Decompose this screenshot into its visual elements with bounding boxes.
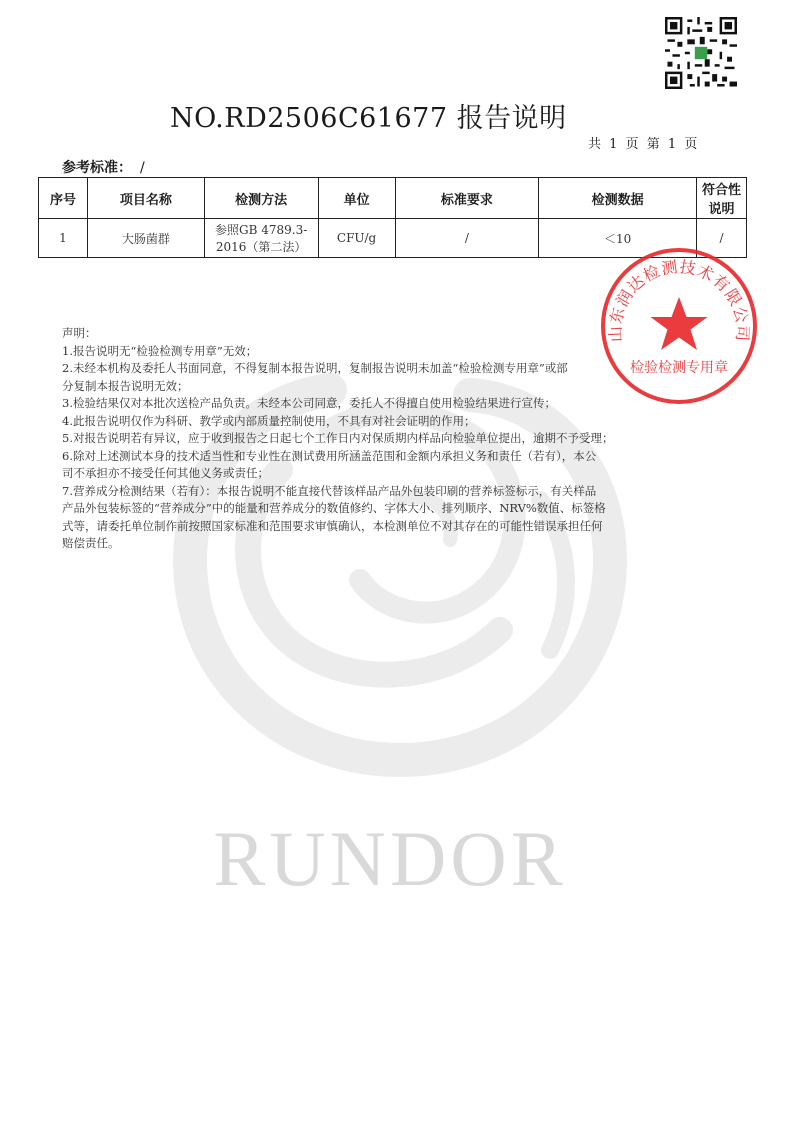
seal-company-text: 山东润达检测技术有限公司 xyxy=(605,257,753,343)
header-unit: 单位 xyxy=(318,178,395,219)
cell-data: ＜10 xyxy=(539,219,697,258)
notes-line: 赔偿责任。 xyxy=(62,536,120,550)
report-title: NO.RD2506C61677 报告说明 xyxy=(170,103,567,134)
cell-conformity: / xyxy=(697,219,747,258)
cell-method: 参照GB 4789.3- 2016（第二法） xyxy=(204,219,318,258)
page-info-ye2: 页 xyxy=(684,137,698,152)
notes-line: 4.此报告说明仅作为科研、教学或内部质量控制使用，不具有对社会证明的作用； xyxy=(62,413,476,428)
page-info-ye: 页 xyxy=(625,137,639,152)
cell-no: 1 xyxy=(39,219,88,258)
notes-line: 式等，请委托单位制作前按照国家标准和范围要求审慎确认，本检测单位不对其存在的可能性错误承担任何 xyxy=(62,518,603,533)
notes-heading: 声明： xyxy=(62,326,97,340)
reference-value: / xyxy=(140,160,145,176)
reference-standard xyxy=(62,157,145,177)
cell-requirement: / xyxy=(395,219,539,258)
page-info-gong: 共 xyxy=(588,137,602,152)
header-item: 项目名称 xyxy=(87,178,204,219)
seal-purpose-text: 检验检测专用章 xyxy=(630,360,728,376)
notes-line: 分复制本报告说明无效； xyxy=(62,378,189,393)
page-info-di: 第 xyxy=(646,137,660,152)
header-no: 序号 xyxy=(39,178,88,219)
notes-line: 1.报告说明无“检验检测专用章”无效； xyxy=(62,343,258,358)
notes-line: 7.营养成分检测结果（若有）：本报告说明不能直接代替该样品产品外包装印刷的营养标签标示，有关样品 xyxy=(62,483,597,498)
notes-line: 5.对报告说明若有异议，应于收到报告之日起七个工作日内对保质期内样品向检验单位提出，逾期不予受理； xyxy=(62,431,614,445)
watermark-text: RUNDOR xyxy=(213,815,567,902)
header-requirement: 标准要求 xyxy=(395,178,539,219)
header-data: 检测数据 xyxy=(539,178,697,219)
notes-line: 3.检验结果仅对本批次送检产品负责。未经本公司同意，委托人不得擅自使用检验结果进行宣传； xyxy=(62,396,556,410)
notes-line: 6.除对上述测试本身的技术适当性和专业性在测试费用所涵盖范围和金额内承担义务和责任（若有），本公 xyxy=(62,448,597,463)
qr-code xyxy=(665,17,737,89)
official-seal xyxy=(598,245,760,407)
notes-line: 司不承担亦不接受任何其他义务或责任； xyxy=(62,466,269,480)
seal-star-icon xyxy=(651,297,708,350)
page-info-current: 1 xyxy=(667,137,677,152)
cell-unit: CFU/g xyxy=(318,219,395,258)
header-conformity: 符合性 说明 xyxy=(697,178,747,219)
page-info xyxy=(588,133,701,152)
page-info-total: 1 xyxy=(609,137,618,152)
cell-item: 大肠菌群 xyxy=(87,219,204,258)
notes-line: 产品外包装标签的“营养成分”中的能量和营养成分的数值修约、字体大小、排列顺序、NRV%数值、标签格 xyxy=(62,501,606,515)
qr-center-logo xyxy=(695,47,707,59)
header-method: 检测方法 xyxy=(204,178,318,219)
notes-line: 2.未经本机构及委托人书面同意，不得复制本报告说明，复制报告说明未加盖“检验检测专用章”或部 xyxy=(62,361,568,375)
table-header-row xyxy=(39,178,747,219)
reference-label: 参考标准： xyxy=(62,160,132,176)
